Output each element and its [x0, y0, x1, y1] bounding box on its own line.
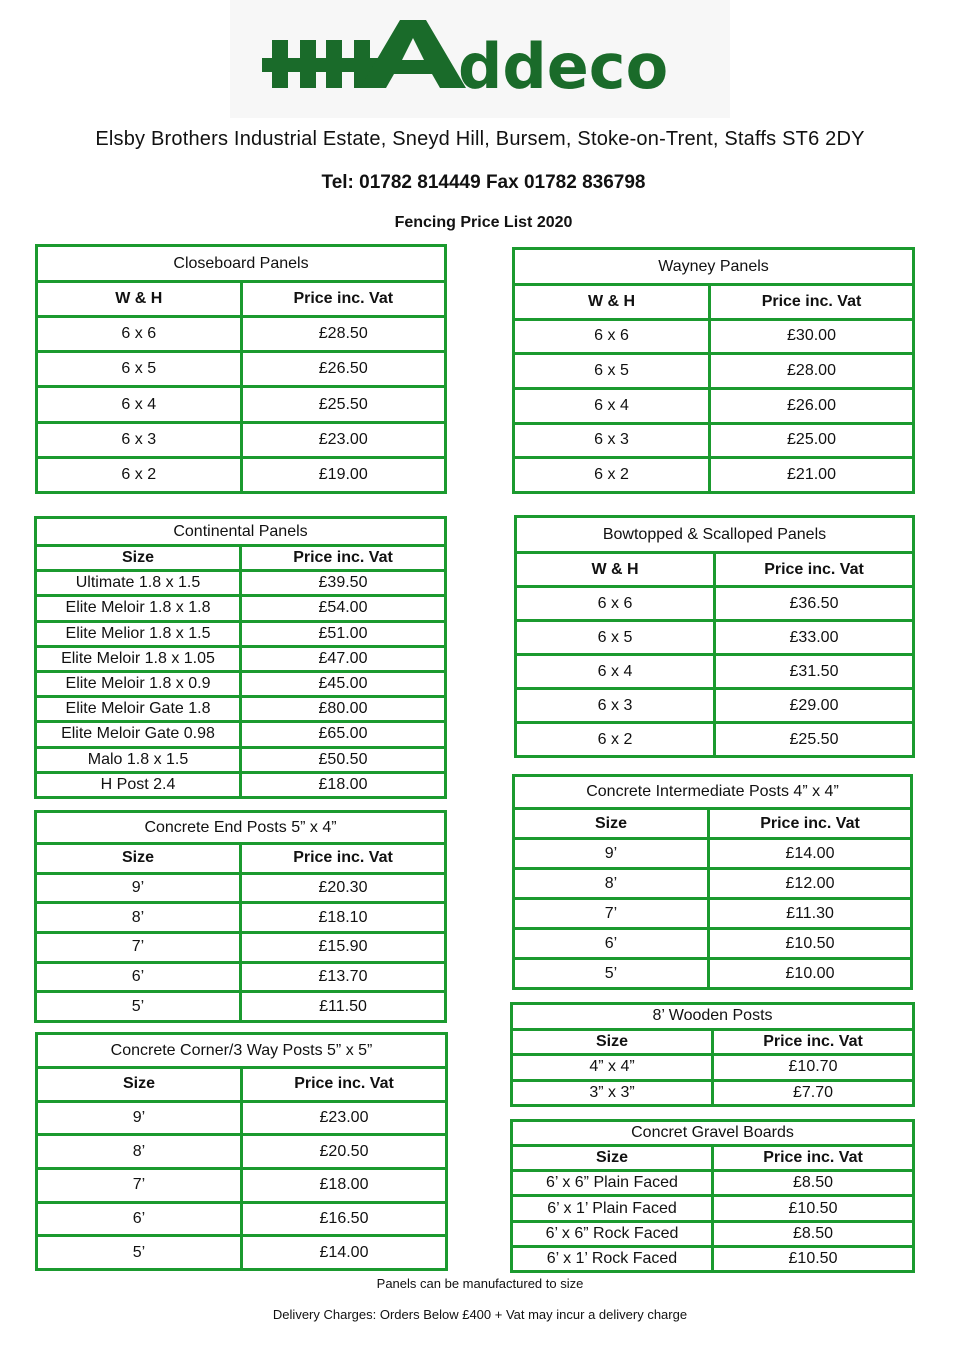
price-cell: £28.00: [710, 354, 914, 389]
table-title: Concrete Corner/3 Way Posts 5” x 5”: [37, 1034, 447, 1068]
size-cell: 9’: [37, 1101, 242, 1135]
price-cell: £28.50: [241, 317, 446, 352]
size-cell: 6’: [37, 1202, 242, 1236]
table-row: [36, 932, 446, 962]
size-cell: 6 x 3: [516, 689, 715, 723]
size-cell: 9’: [36, 873, 241, 903]
size-cell: 6 x 3: [514, 423, 710, 458]
size-cell: 6 x 6: [514, 319, 710, 354]
table-row: [36, 621, 446, 646]
table-row: [514, 839, 912, 869]
table-row: [516, 723, 914, 757]
column-header-size: Size: [512, 1029, 713, 1055]
concrete-intermediate-posts-table: [512, 774, 913, 990]
table-row: [37, 387, 446, 422]
table-row: [512, 1246, 914, 1271]
table-row: [37, 1101, 447, 1135]
price-cell: £47.00: [241, 646, 446, 671]
table-row: [36, 903, 446, 933]
price-cell: £18.10: [241, 903, 446, 933]
continental-panels-table: [34, 516, 447, 799]
price-cell: £18.00: [241, 772, 446, 797]
table-row: [516, 689, 914, 723]
table-title: 8’ Wooden Posts: [512, 1004, 914, 1030]
column-header-size: Size: [514, 809, 709, 839]
price-cell: £8.50: [713, 1171, 914, 1196]
price-cell: £50.50: [241, 747, 446, 772]
size-cell: 5’: [36, 992, 241, 1022]
price-cell: £21.00: [710, 458, 914, 493]
price-cell: £25.00: [710, 423, 914, 458]
table-row: [36, 873, 446, 903]
concrete-corner-posts-table: [35, 1032, 448, 1271]
table-row: [36, 697, 446, 722]
table-row: [514, 423, 914, 458]
price-cell: £12.00: [709, 869, 912, 899]
price-cell: £39.50: [241, 571, 446, 596]
table-row: [514, 319, 914, 354]
size-cell: 6’ x 1’ Rock Faced: [512, 1246, 713, 1271]
price-cell: £31.50: [715, 655, 914, 689]
column-header-size: Size: [36, 844, 241, 874]
bowtopped-scalloped-panels-table: [514, 515, 915, 758]
price-cell: £18.00: [242, 1168, 447, 1202]
table-row: [36, 992, 446, 1022]
price-cell: £20.30: [241, 873, 446, 903]
price-cell: £10.50: [709, 929, 912, 959]
size-cell: 7’: [36, 932, 241, 962]
table-row: [37, 1168, 447, 1202]
table-title: Closeboard Panels: [37, 246, 446, 282]
size-cell: Elite Meloir 1.8 x 0.9: [36, 671, 241, 696]
company-logo: [230, 0, 730, 118]
size-cell: 6 x 3: [37, 422, 242, 457]
table-row: [514, 959, 912, 989]
size-cell: 6 x 5: [514, 354, 710, 389]
size-cell: 6 x 2: [37, 457, 242, 492]
size-cell: 6’: [36, 962, 241, 992]
concrete-gravel-boards-table: [510, 1119, 915, 1273]
size-cell: Ultimate 1.8 x 1.5: [36, 571, 241, 596]
price-cell: £10.50: [713, 1196, 914, 1221]
column-header-size: Size: [512, 1146, 713, 1171]
column-header-price: Price inc. Vat: [713, 1146, 914, 1171]
manufacture-note: Panels can be manufactured to size: [376, 1276, 584, 1291]
table-row: [37, 422, 446, 457]
price-cell: £29.00: [715, 689, 914, 723]
price-cell: £10.70: [713, 1055, 914, 1081]
size-cell: 8’: [37, 1135, 242, 1169]
price-cell: £51.00: [241, 621, 446, 646]
size-cell: 5’: [514, 959, 709, 989]
price-cell: £54.00: [241, 596, 446, 621]
price-cell: £15.90: [241, 932, 446, 962]
price-cell: £23.00: [241, 422, 446, 457]
table-title: Bowtopped & Scalloped Panels: [516, 517, 914, 553]
table-row: [36, 722, 446, 747]
price-cell: £30.00: [710, 319, 914, 354]
delivery-charges-note: Delivery Charges: Orders Below £400 + Vat may incur a delivery charge: [272, 1307, 688, 1322]
table-row: [514, 458, 914, 493]
price-cell: £7.70: [713, 1080, 914, 1106]
table-title: Concrete End Posts 5” x 4”: [36, 812, 446, 844]
column-header-price: Price inc. Vat: [709, 809, 912, 839]
table-row: [37, 1135, 447, 1169]
price-cell: £25.50: [715, 723, 914, 757]
size-cell: H Post 2.4: [36, 772, 241, 797]
table-row: [512, 1196, 914, 1221]
column-header-price: Price inc. Vat: [242, 1068, 447, 1102]
size-cell: Elite Meloir Gate 0.98: [36, 722, 241, 747]
price-list-title: Fencing Price List 2020: [394, 214, 573, 231]
table-row: [516, 655, 914, 689]
table-row: [512, 1221, 914, 1246]
closeboard-panels-table: [35, 244, 447, 494]
table-row: [36, 671, 446, 696]
table-row: [37, 457, 446, 492]
column-header-price: Price inc. Vat: [710, 285, 914, 320]
table-row: [37, 352, 446, 387]
price-cell: £23.00: [242, 1101, 447, 1135]
size-cell: Elite Melior 1.8 x 1.5: [36, 621, 241, 646]
price-cell: £65.00: [241, 722, 446, 747]
column-header-price: Price inc. Vat: [241, 546, 446, 571]
table-row: [514, 354, 914, 389]
table-title: Concret Gravel Boards: [512, 1121, 914, 1146]
wayney-panels-table: [512, 247, 915, 494]
table-row: [36, 962, 446, 992]
table-row: [516, 587, 914, 621]
price-cell: £14.00: [242, 1236, 447, 1270]
column-header-size: W & H: [37, 282, 242, 317]
column-header-size: W & H: [514, 285, 710, 320]
table-row: [37, 317, 446, 352]
price-cell: £25.50: [241, 387, 446, 422]
size-cell: Malo 1.8 x 1.5: [36, 747, 241, 772]
size-cell: Elite Meloir Gate 1.8: [36, 697, 241, 722]
size-cell: 6 x 6: [516, 587, 715, 621]
column-header-price: Price inc. Vat: [715, 553, 914, 587]
wooden-posts-table: [510, 1002, 915, 1107]
price-cell: £11.50: [241, 992, 446, 1022]
price-cell: £33.00: [715, 621, 914, 655]
price-cell: £11.30: [709, 899, 912, 929]
size-cell: 6 x 4: [37, 387, 242, 422]
table-row: [514, 929, 912, 959]
table-row: [514, 869, 912, 899]
size-cell: 4” x 4”: [512, 1055, 713, 1081]
size-cell: 9’: [514, 839, 709, 869]
price-cell: £26.50: [241, 352, 446, 387]
price-cell: £19.00: [241, 457, 446, 492]
size-cell: 7’: [37, 1168, 242, 1202]
size-cell: 8’: [36, 903, 241, 933]
price-cell: £36.50: [715, 587, 914, 621]
svg-text:ddeco: ddeco: [458, 30, 669, 103]
size-cell: Elite Meloir 1.8 x 1.8: [36, 596, 241, 621]
table-row: [512, 1055, 914, 1081]
table-row: [36, 571, 446, 596]
size-cell: 8’: [514, 869, 709, 899]
size-cell: 3” x 3”: [512, 1080, 713, 1106]
column-header-price: Price inc. Vat: [241, 282, 446, 317]
column-header-price: Price inc. Vat: [241, 844, 446, 874]
table-title: Wayney Panels: [514, 249, 914, 285]
table-row: [512, 1080, 914, 1106]
size-cell: 5’: [37, 1236, 242, 1270]
size-cell: 6’ x 6” Plain Faced: [512, 1171, 713, 1196]
size-cell: 6 x 4: [516, 655, 715, 689]
size-cell: Elite Meloir 1.8 x 1.05: [36, 646, 241, 671]
price-cell: £16.50: [242, 1202, 447, 1236]
price-cell: £45.00: [241, 671, 446, 696]
table-row: [516, 621, 914, 655]
column-header-price: Price inc. Vat: [713, 1029, 914, 1055]
size-cell: 6 x 2: [516, 723, 715, 757]
table-row: [512, 1171, 914, 1196]
column-header-size: Size: [37, 1068, 242, 1102]
size-cell: 6 x 6: [37, 317, 242, 352]
size-cell: 6’ x 6” Rock Faced: [512, 1221, 713, 1246]
table-row: [37, 1202, 447, 1236]
contact-phone-fax: Tel: 01782 814449 Fax 01782 836798: [321, 172, 646, 193]
concrete-end-posts-table: [34, 810, 447, 1023]
price-cell: £80.00: [241, 697, 446, 722]
table-title: Continental Panels: [36, 518, 446, 546]
price-cell: £10.50: [713, 1246, 914, 1271]
price-cell: £20.50: [242, 1135, 447, 1169]
table-row: [36, 747, 446, 772]
size-cell: 6 x 5: [37, 352, 242, 387]
column-header-size: W & H: [516, 553, 715, 587]
table-title: Concrete Intermediate Posts 4” x 4”: [514, 776, 912, 809]
table-row: [37, 1236, 447, 1270]
size-cell: 6’ x 1’ Plain Faced: [512, 1196, 713, 1221]
size-cell: 6 x 2: [514, 458, 710, 493]
price-cell: £26.00: [710, 388, 914, 423]
size-cell: 6’: [514, 929, 709, 959]
price-cell: £10.00: [709, 959, 912, 989]
size-cell: 6 x 5: [516, 621, 715, 655]
column-header-size: Size: [36, 546, 241, 571]
table-row: [36, 646, 446, 671]
table-row: [36, 772, 446, 797]
table-row: [36, 596, 446, 621]
table-row: [514, 388, 914, 423]
price-cell: £14.00: [709, 839, 912, 869]
table-row: [514, 899, 912, 929]
price-cell: £8.50: [713, 1221, 914, 1246]
size-cell: 7’: [514, 899, 709, 929]
company-address: Elsby Brothers Industrial Estate, Sneyd Hill, Bursem, Stoke-on-Trent, Staffs ST6 2DY: [95, 128, 865, 150]
size-cell: 6 x 4: [514, 388, 710, 423]
price-cell: £13.70: [241, 962, 446, 992]
